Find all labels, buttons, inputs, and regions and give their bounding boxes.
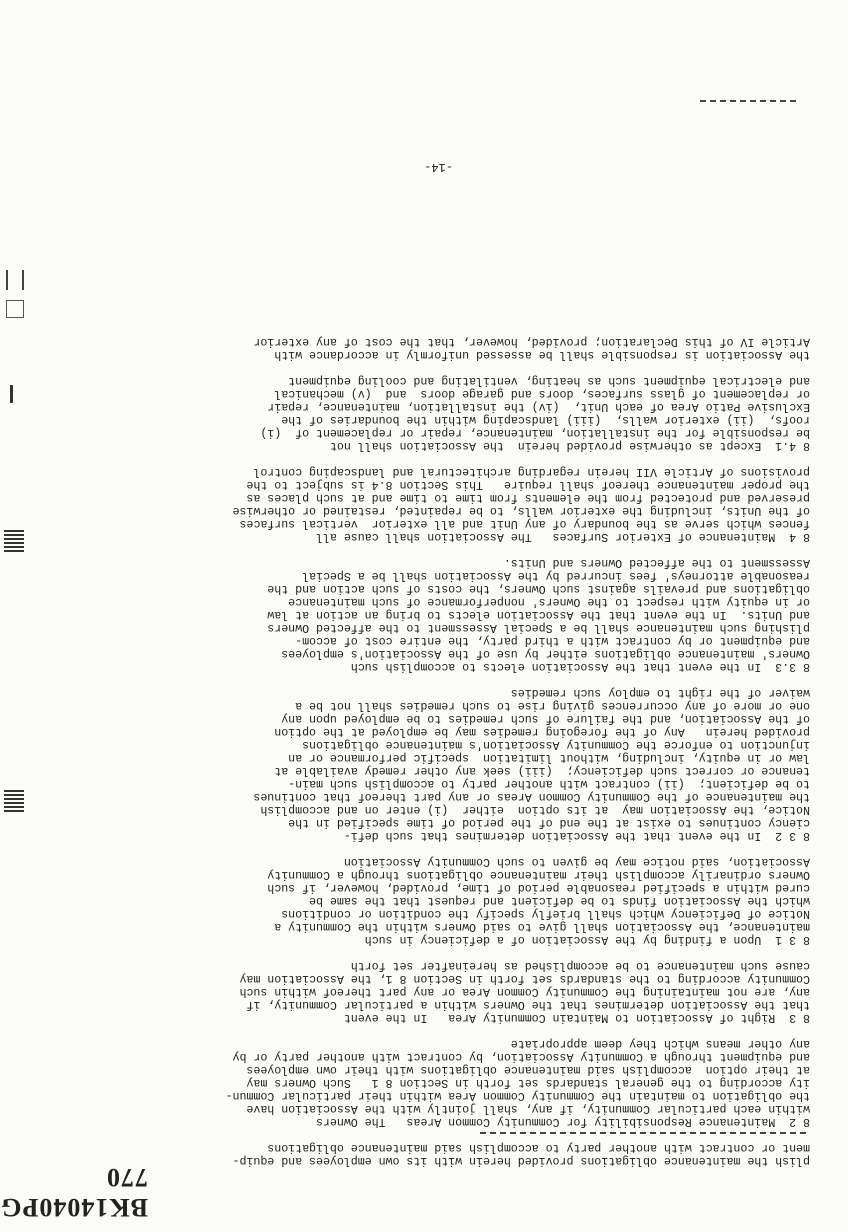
text-line: Owners ordinarily accomplish their maintenance obligations through a Community: [267, 868, 810, 881]
text-line: of the Association, and the failure of such remedies to be employed upon any: [281, 712, 810, 725]
text-line: 8 3 1 Upon a finding by the Association of a deficiency in such: [364, 933, 810, 946]
text-line: Association, said notice may be given to such Community Association: [343, 855, 810, 868]
text-line: Notice of Deficiency which shall briefly specify the condition or conditions: [281, 907, 810, 920]
text-line: waiver of the right to employ such remedies: [510, 686, 810, 699]
text-line: 8 2 Maintenance Responsibility for Community Common Areas The Owners: [316, 1115, 810, 1128]
text-line: the maintenance of the Community Common Areas or any part thereof that continues: [253, 790, 810, 803]
text-line: cause such maintenance to be accomplished as hereinafter set forth: [350, 959, 810, 972]
text-line: ment or contract with another party to accomplish said maintenance obligations: [267, 1141, 810, 1154]
page-number: -14-: [424, 160, 453, 174]
text-line: 8 3.3 In the event that the Association elects to accomplish such: [350, 660, 810, 673]
text-line: provided herein Any of the foregoing remedies may be employed at the option: [274, 725, 810, 738]
text-line: roofs, (ii) exterior walls, (iii) landscaping within the boundaries of the: [281, 413, 810, 426]
text-line: cured within a specified reasonable period of time, provided, however, if such: [267, 881, 810, 894]
text-line: within each particular Community, if any, shall jointly with the Association have: [246, 1102, 810, 1115]
text-line: or in equity with respect to the Owners' nonperformance of such maintenance: [288, 595, 810, 608]
text-line: plish the maintenance obligations provided herein with its own employees and equip-: [232, 1154, 810, 1167]
text-line: the proper maintenance thereof shall require This Section 8.4 is subject to the: [246, 478, 810, 491]
text-line: and equipment or by contract with a third party, the entire cost of accom-: [295, 634, 810, 647]
text-line: Article IV of this Declaration; provided, however, that the cost of any exterior: [253, 335, 810, 348]
text-line: obligations and prevails against such Owners, the costs of such action and the: [267, 582, 810, 595]
text-line: and equipment through a Community Association, by contract with another party or by: [232, 1050, 810, 1063]
text-line: maintenance, the Association shall give to said Owners within the Community a: [274, 920, 810, 933]
text-line: or replacement of glass surfaces, doors and garage doors and (v) mechanical: [274, 387, 810, 400]
text-line: Assessment to the affected Owners and Units.: [503, 556, 810, 569]
text-line: which the Association finds to be deficient and request that the same be: [309, 894, 810, 907]
text-line: of the Units, including the exterior walls, to be repainted, restained or otherwise: [232, 504, 810, 517]
text-line: law or in equity, including, without limitation specific performance or an: [288, 751, 810, 764]
text-line: Exclusive Patio Area of each Unit, (iv) the installation, maintenance, repair: [267, 400, 810, 413]
text-line: provisions of Article VII herein regarding architectural and landscaping control: [253, 465, 810, 478]
text-line: that the Association determines that the Owners within a particular Community, if: [246, 998, 810, 1011]
text-line: the obligation to maintain the Community Common Area within their particular Commun-: [225, 1089, 810, 1102]
text-line: one or more of any occurrences giving rise to such remedies shall not be a: [295, 699, 810, 712]
book-page-reference: BK14040PG 770: [0, 1163, 148, 1222]
text-line: Notice, the Association may at its option either (i) enter on and accomplish: [260, 803, 810, 816]
text-line: ity according to the general standards set forth in Section 8 1 Such Owners may: [246, 1076, 810, 1089]
text-line: 8 3 2 In the event that the Association determines that such defi-: [343, 829, 810, 842]
text-line: and electrical equipment such as heating, ventilating and cooling equipment: [288, 374, 810, 387]
text-line: Community according to the standards set forth in Section 8 1, the Association may: [239, 972, 810, 985]
text-line: reasonable attorneys' fees incurred by the Association shall be a Special: [302, 569, 810, 582]
text-line: plishing such maintenance shall be a Special Assessment to the affected Owners: [267, 621, 810, 634]
text-line: and Units. In the event that the Association elects to bring an action at law: [267, 608, 810, 621]
text-line: the Association is responsible shall be assessed uniformly in accordance with: [274, 348, 810, 361]
text-line: 8 4 Maintenance of Exterior Surfaces The Association shall cause all: [316, 530, 810, 543]
text-line: to be deficient; (ii) contract with another party to accomplish such main-: [288, 777, 810, 790]
text-line: tenance or correct such deficiency; (iii) seek any other remedy available at: [274, 764, 810, 777]
text-line: any other means which they deem appropriate: [510, 1037, 810, 1050]
text-line: preserved and protected from the elements from time to time and at such places as: [246, 491, 810, 504]
text-line: injunction to enforce the Community Association's maintenance obligations: [302, 738, 810, 751]
text-line: 8 3 Right of Association to Maintain Community Area In the event: [343, 1011, 810, 1024]
text-line: any, are not maintaining the Community Common Area or any part thereof within such: [239, 985, 810, 998]
document-body: [110, 335, 810, 1167]
text-line: ciency continues to exist at the end of the period of time specified in the: [288, 816, 810, 829]
text-line: 8 4.1 Except as otherwise provided herein the Association shall not: [329, 439, 810, 452]
text-line: at their option accomplish said maintenance obligations with their own employees: [246, 1063, 810, 1076]
text-line: be responsible for the installation, maintenance, repair or replacement of (i): [260, 426, 810, 439]
text-line: Owners' maintenance obligations either by use of the Association's employees: [281, 647, 810, 660]
text-line: fences which serve as the boundary of any Unit and all exterior vertical surfaces: [239, 517, 810, 530]
